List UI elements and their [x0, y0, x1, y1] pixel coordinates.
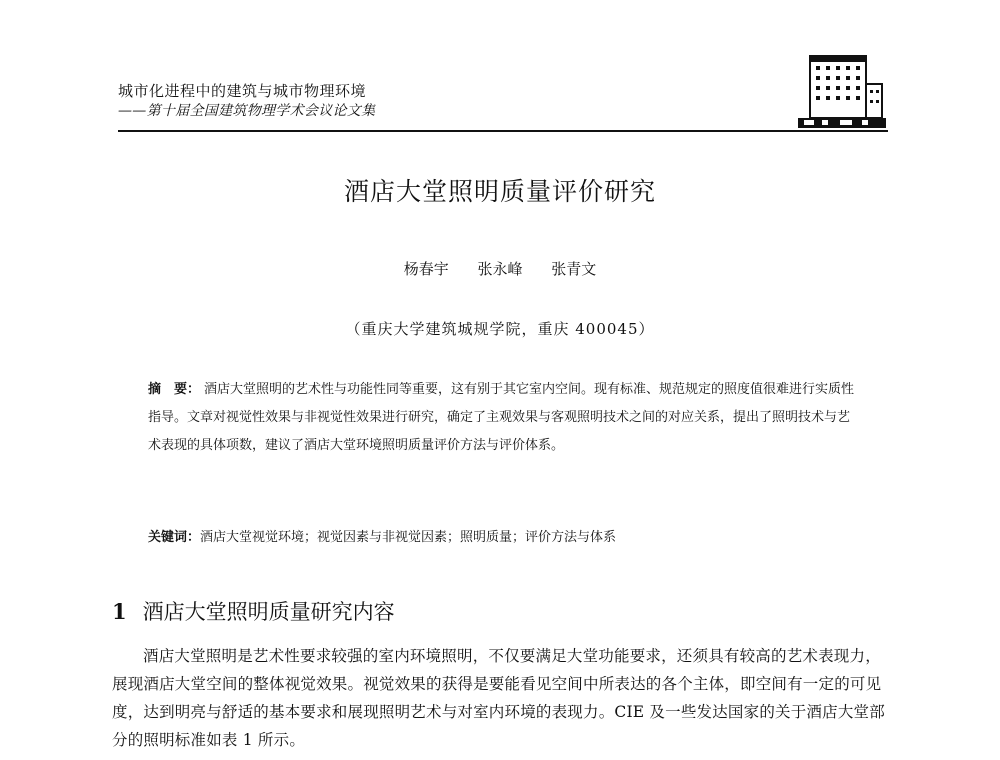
author-name: 杨春宇: [403, 260, 449, 278]
paper-title: 酒店大堂照明质量评价研究: [343, 177, 656, 206]
author-name: 张永峰: [477, 260, 523, 278]
affiliation: （重庆大学建筑城规学院，重庆 400045）: [345, 320, 655, 338]
running-head-subtitle: ——第十届全国建筑物理学术会议论文集: [118, 103, 376, 119]
abstract-label: 摘 要：: [148, 382, 201, 397]
section-body-paragraph: 酒店大堂照明是艺术性要求较强的室内环境照明，不仅要满足大堂功能要求，还须具有较高的艺术表现力，展现酒店大堂空间的整体视觉效果。视觉效果的获得是要能看见空间中所表达的各个主体，即空间有一定的可见度，达到明亮与舒适的基本要求和展现照明艺术与对室内环境的表现力。CIE 及一些发达国家的关于酒店大堂部分的照明标准如表 1 所示。: [112, 647, 885, 749]
author-name: 张青文: [551, 260, 597, 278]
abstract-text: 酒店大堂照明的艺术性与功能性同等重要，这有别于其它室内空间。现有标准、规范规定的照度值很难进行实质性指导。文章对视觉性效果与非视觉性效果进行研究，确定了主观效果与客观照明技术之间的对应关系，提出了照明技术与艺术表现的具体项数，建议了酒店大堂环境照明质量评价方法与评价体系。: [148, 382, 855, 453]
keywords-label: 关键词：: [148, 530, 201, 545]
section-heading: [112, 596, 395, 626]
abstract: [148, 376, 860, 460]
keywords-text: 酒店大堂视觉环境；视觉因素与非视觉因素；照明质量；评价方法与体系: [200, 530, 617, 545]
section-title: 酒店大堂照明质量研究内容: [142, 600, 395, 624]
running-head-title: 城市化进程中的建筑与城市物理环境: [118, 82, 367, 100]
keywords: [148, 526, 860, 545]
header-divider: [118, 130, 888, 132]
building-logo-icon: [796, 50, 888, 130]
author-list: [0, 258, 1000, 279]
section-number: 1: [112, 599, 127, 624]
